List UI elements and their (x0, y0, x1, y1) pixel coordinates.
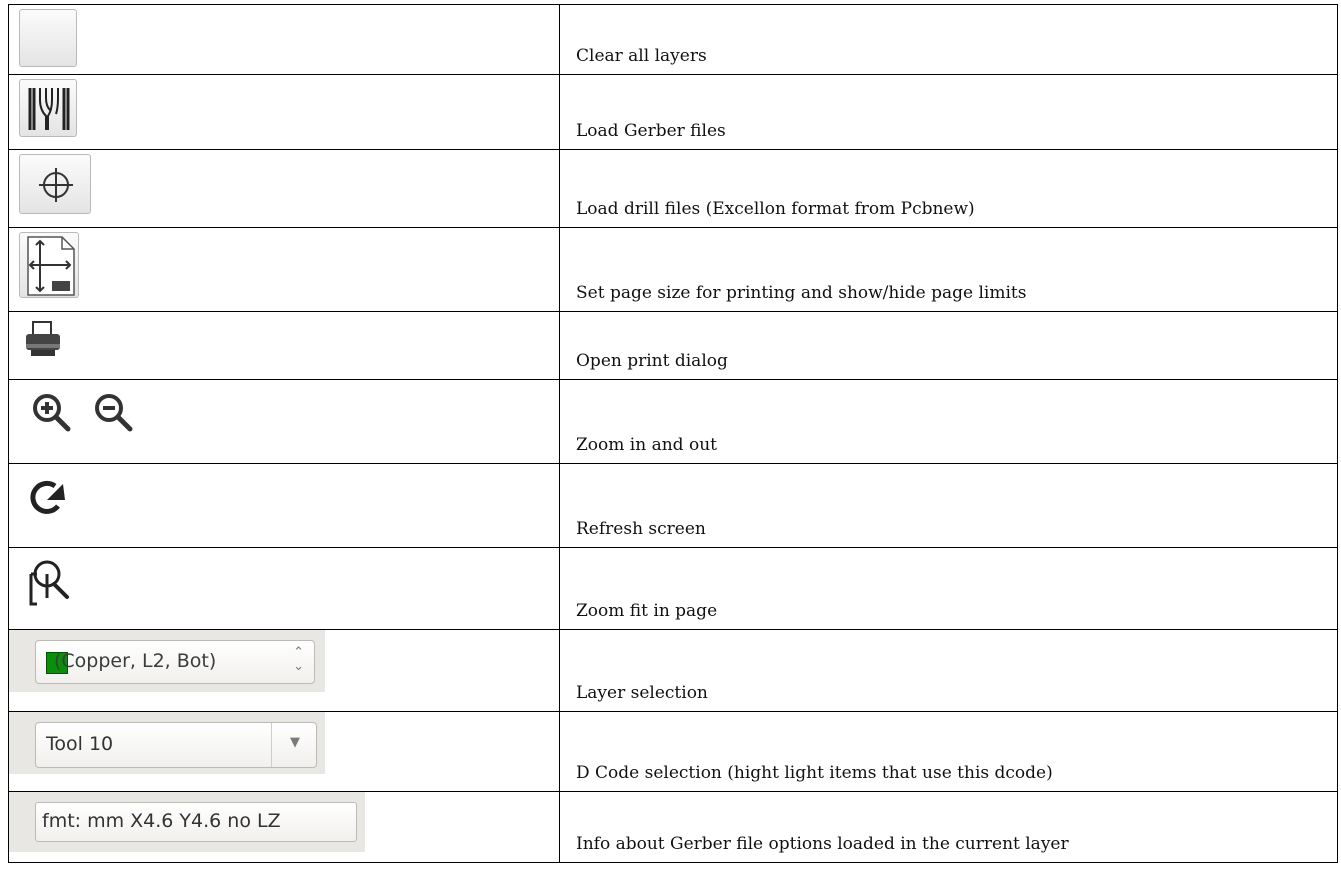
zoom-fit-icon[interactable] (21, 556, 73, 608)
table-row (9, 312, 1338, 380)
row-label: Zoom fit in page (576, 601, 718, 621)
table-row (9, 630, 1338, 712)
row-label: Zoom in and out (576, 435, 717, 455)
row-label: D Code selection (hight light items that use this dcode) (576, 763, 1053, 783)
clear-layers-icon[interactable] (19, 9, 77, 67)
table-row (9, 464, 1338, 548)
description-cell (560, 75, 1338, 150)
row-label: Info about Gerber file options loaded in the current layer (576, 834, 1069, 854)
description-cell (560, 630, 1338, 712)
description-cell (560, 792, 1338, 863)
row-label: Layer selection (576, 683, 708, 703)
table-row (9, 380, 1338, 464)
table-row (9, 228, 1338, 312)
description-cell (560, 380, 1338, 464)
table-row (9, 712, 1338, 792)
gerber-icon[interactable] (19, 79, 77, 137)
description-cell (560, 5, 1338, 75)
layer-select[interactable] (35, 640, 315, 684)
zoom-in-icon[interactable] (27, 388, 83, 438)
icon-cell (9, 464, 560, 548)
icon-cell (9, 150, 560, 228)
refresh-icon[interactable] (25, 476, 69, 520)
zoom-out-icon[interactable] (89, 388, 145, 438)
description-cell (560, 712, 1338, 792)
row-label: Load drill files (Excellon format from Pcbnew) (576, 199, 975, 219)
icon-cell (9, 792, 560, 863)
icon-cell (9, 712, 560, 792)
table-row (9, 75, 1338, 150)
row-label: Load Gerber files (576, 121, 726, 141)
row-label: Clear all layers (576, 46, 707, 66)
table-row (9, 150, 1338, 228)
gerber-info-field[interactable] (35, 802, 357, 842)
dcode-select[interactable] (35, 722, 317, 768)
table-row (9, 548, 1338, 630)
description-cell (560, 464, 1338, 548)
row-label: Set page size for printing and show/hide page limits (576, 283, 1027, 303)
table-row (9, 5, 1338, 75)
dcode-select-value: Tool 10 (46, 733, 114, 755)
icon-cell (9, 5, 560, 75)
chevron-up-icon[interactable]: ⌃ (293, 645, 304, 660)
layer-select-value: (Copper, L2, Bot) (54, 650, 217, 672)
icon-cell (9, 548, 560, 630)
print-icon[interactable] (23, 320, 63, 360)
icon-cell (9, 380, 560, 464)
description-cell (560, 548, 1338, 630)
description-cell (560, 228, 1338, 312)
chevron-down-icon[interactable]: ⌄ (293, 659, 304, 674)
description-cell (560, 312, 1338, 380)
icon-cell (9, 630, 560, 712)
icon-cell (9, 312, 560, 380)
drill-icon[interactable] (19, 154, 91, 214)
toolbar-reference-table (8, 4, 1338, 863)
row-label: Refresh screen (576, 519, 706, 539)
row-label: Open print dialog (576, 351, 728, 371)
icon-cell (9, 228, 560, 312)
gerber-info-value: fmt: mm X4.6 Y4.6 no LZ (42, 810, 281, 832)
page-size-icon[interactable] (19, 232, 79, 298)
description-cell (560, 150, 1338, 228)
dropdown-arrow-icon[interactable]: ▼ (290, 735, 300, 750)
icon-cell (9, 75, 560, 150)
table-row (9, 792, 1338, 863)
